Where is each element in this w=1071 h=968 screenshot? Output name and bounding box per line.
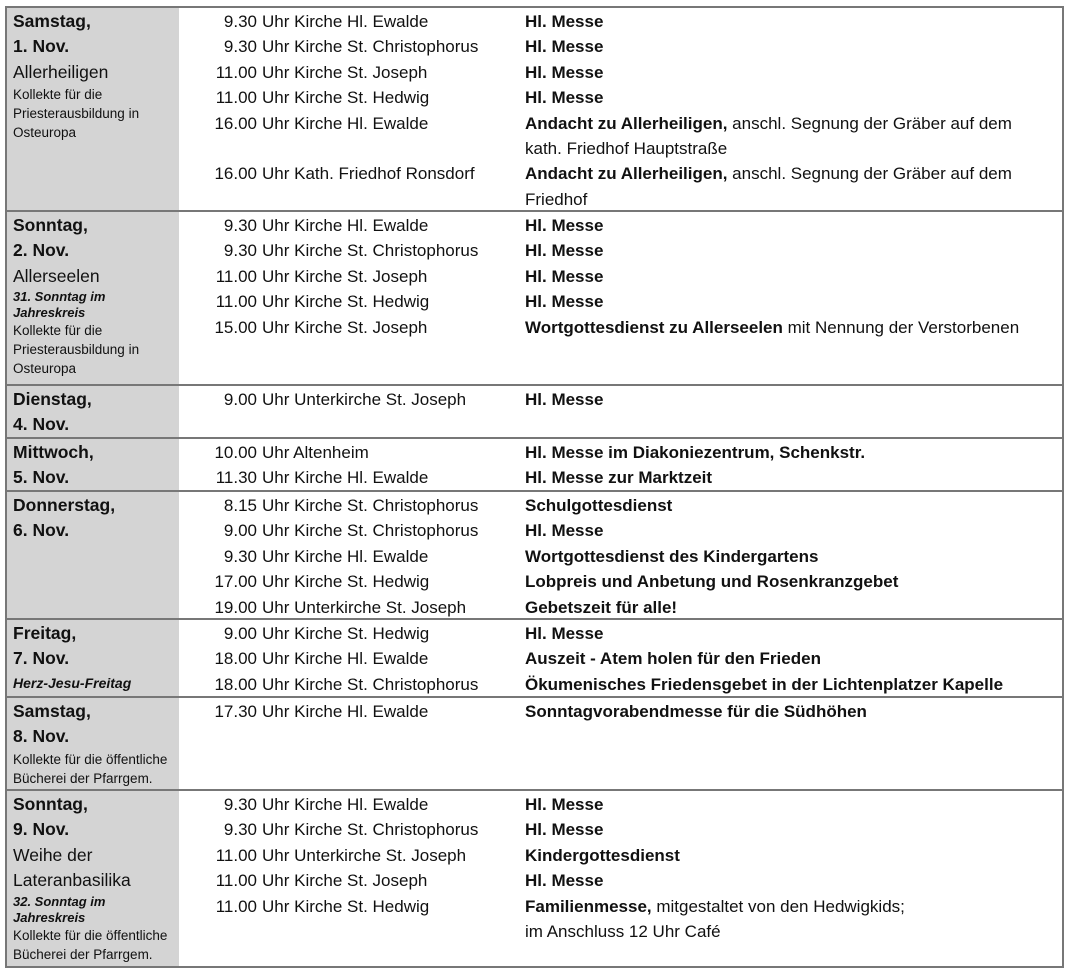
schedule-table	[5, 6, 1064, 968]
event-time: 9.30	[223, 37, 257, 57]
event-location: Uhr Unterkirche St. Joseph	[262, 597, 467, 617]
day-cell	[7, 791, 179, 966]
event-title: Hl. Messe	[525, 266, 604, 286]
event-description	[525, 34, 1062, 59]
event-title: Gebetszeit für alle!	[525, 597, 678, 617]
event-item	[179, 843, 1062, 868]
collection-note: Kollekte für die Priesterausbildung in Osteuropa	[13, 323, 140, 377]
event-title: Hl. Messe	[525, 624, 604, 643]
weekday-label: Dienstag,	[13, 389, 92, 409]
event-location: Uhr Kirche Hl. Ewalde	[262, 649, 429, 669]
event-title: Hl. Messe	[525, 820, 604, 840]
event-title: Andacht zu Allerheiligen,	[525, 164, 728, 184]
event-time: 9.30	[223, 216, 257, 235]
event-description	[525, 699, 1062, 724]
event-item	[179, 493, 1062, 518]
event-item	[179, 672, 1062, 697]
event-title: Familienmesse,	[525, 896, 652, 916]
event-location: Uhr Kirche St. Christophorus	[262, 820, 479, 840]
event-location: Uhr Kirche Hl. Ewalde	[262, 468, 429, 488]
event-title: Hl. Messe	[525, 88, 604, 108]
event-detail: mit Nennung der Verstorbenen	[782, 317, 1020, 337]
date-label: 5. Nov.	[13, 467, 70, 488]
event-time: 11.00	[215, 896, 257, 916]
liturgical-sunday-label: 32. Sonntag im Jahreskreis	[13, 893, 106, 925]
event-time: 11.00	[215, 266, 257, 286]
event-title: Hl. Messe	[525, 37, 604, 57]
event-description	[525, 440, 1062, 465]
day-row	[7, 8, 1062, 210]
event-item	[179, 387, 1062, 412]
day-row	[7, 618, 1062, 696]
event-time: 9.00	[223, 390, 257, 409]
event-location: Uhr Unterkirche St. Joseph	[262, 845, 467, 865]
event-title: Hl. Messe	[525, 390, 604, 409]
event-detail: mitgestaltet von den Hedwigkids; im Anschluss 12 Uhr Café	[525, 896, 905, 942]
event-location: Uhr Kirche Hl. Ewalde	[262, 12, 429, 31]
event-title: Ökumenisches Friedensgebet in der Lichtenplatzer Kapelle	[525, 674, 1004, 694]
date-label: 6. Nov.	[13, 520, 70, 541]
event-location: Uhr Kirche St. Christophorus	[262, 496, 479, 515]
event-description	[525, 161, 1062, 212]
event-time: 11.30	[215, 468, 257, 488]
day-row	[7, 210, 1062, 384]
event-description	[525, 672, 1062, 697]
event-item	[179, 621, 1062, 646]
event-description	[525, 465, 1062, 490]
event-time: 9.30	[223, 241, 257, 261]
day-row	[7, 384, 1062, 437]
event-item	[179, 60, 1062, 85]
date-label: 9. Nov.	[13, 819, 70, 840]
event-location: Uhr Kirche St. Christophorus	[262, 521, 479, 541]
event-location: Uhr Kirche St. Hedwig	[262, 896, 430, 916]
day-row	[7, 437, 1062, 490]
event-item	[179, 465, 1062, 490]
event-time: 11.00	[215, 88, 257, 108]
event-item	[179, 792, 1062, 817]
weekday-label: Sonntag,	[13, 215, 88, 235]
event-time: 9.30	[223, 820, 257, 840]
event-title: Sonntagvorabendmesse für die Südhöhen	[525, 702, 867, 721]
events-list	[179, 8, 1062, 210]
event-location: Uhr Kirche Hl. Ewalde	[262, 546, 429, 566]
event-location: Uhr Kirche Hl. Ewalde	[262, 216, 429, 235]
event-location: Uhr Kirche Hl. Ewalde	[262, 702, 429, 721]
event-location: Uhr Kirche St. Joseph	[262, 871, 428, 891]
event-item	[179, 238, 1062, 263]
events-list	[179, 698, 1062, 789]
event-item	[179, 518, 1062, 543]
event-time: 18.00	[214, 674, 257, 694]
day-cell	[7, 386, 179, 437]
event-location: Uhr Kirche St. Christophorus	[262, 241, 479, 261]
event-item	[179, 264, 1062, 289]
event-description	[525, 569, 1062, 594]
date-label: 2. Nov.	[13, 240, 70, 261]
events-list	[179, 212, 1062, 384]
event-item	[179, 34, 1062, 59]
liturgical-sunday-label: 31. Sonntag im Jahreskreis	[13, 289, 106, 321]
collection-note: Kollekte für die öffentliche Bücherei der Pfarrgem.	[13, 927, 168, 962]
event-item	[179, 646, 1062, 671]
event-description	[525, 621, 1062, 646]
collection-note: Kollekte für die Priesterausbildung in Osteuropa	[13, 87, 140, 141]
event-item	[179, 894, 1062, 945]
event-description	[525, 9, 1062, 34]
event-description	[525, 868, 1062, 893]
event-title: Kindergottesdienst	[525, 845, 680, 865]
event-item	[179, 868, 1062, 893]
day-cell	[7, 212, 179, 384]
event-time: 17.30	[214, 702, 257, 721]
event-title: Hl. Messe zur Marktzeit	[525, 468, 713, 488]
special-day-note: Herz-Jesu-Freitag	[13, 674, 132, 691]
event-location: Uhr Kirche St. Joseph	[262, 62, 428, 82]
event-time: 11.00	[215, 292, 257, 312]
event-location: Uhr Kirche Hl. Ewalde	[262, 795, 429, 814]
event-description	[525, 894, 1062, 945]
event-description	[525, 264, 1062, 289]
event-description	[525, 595, 1062, 620]
event-title: Hl. Messe	[525, 521, 604, 541]
event-title: Lobpreis und Anbetung und Rosenkranzgebet	[525, 572, 899, 592]
event-item	[179, 544, 1062, 569]
event-time: 9.30	[223, 795, 257, 814]
event-item	[179, 569, 1062, 594]
event-title: Hl. Messe im Diakoniezentrum, Schenkstr.	[525, 443, 866, 462]
event-title: Hl. Messe	[525, 241, 604, 261]
event-title: Hl. Messe	[525, 292, 604, 312]
date-label: 1. Nov.	[13, 36, 70, 57]
event-location: Uhr Kirche St. Hedwig	[262, 572, 430, 592]
event-location: Uhr Kirche St. Joseph	[262, 266, 428, 286]
event-time: 9.30	[223, 12, 257, 31]
weekday-label: Donnerstag,	[13, 495, 116, 515]
collection-note: Kollekte für die öffentliche Bücherei der Pfarrgem.	[13, 751, 168, 786]
event-location: Uhr Altenheim	[262, 443, 369, 462]
events-list	[179, 791, 1062, 966]
events-list	[179, 386, 1062, 437]
event-title: Andacht zu Allerheiligen,	[525, 113, 728, 133]
day-cell	[7, 698, 179, 789]
events-list	[179, 620, 1062, 696]
events-list	[179, 439, 1062, 490]
event-location: Uhr Kirche St. Hedwig	[262, 624, 430, 643]
event-location: Uhr Unterkirche St. Joseph	[262, 390, 467, 409]
event-item	[179, 817, 1062, 842]
event-description	[525, 289, 1062, 314]
event-description	[525, 843, 1062, 868]
event-location: Uhr Kirche Hl. Ewalde	[262, 113, 429, 133]
event-time: 16.00	[214, 113, 257, 133]
event-detail: anschl. Segnung der Gräber auf dem Friedhof	[525, 164, 1012, 209]
event-item	[179, 85, 1062, 110]
weekday-label: Samstag,	[13, 11, 91, 31]
event-description	[525, 792, 1062, 817]
event-item	[179, 111, 1062, 162]
event-item	[179, 213, 1062, 238]
date-label: 7. Nov.	[13, 648, 70, 669]
weekday-label: Sonntag,	[13, 794, 88, 814]
event-time: 9.00	[223, 624, 257, 643]
event-detail: anschl. Segnung der Gräber auf dem kath. Friedhof Hauptstraße	[525, 113, 1012, 159]
feast-label: Weihe der Lateranbasilika	[13, 844, 131, 891]
event-time: 19.00	[214, 597, 257, 617]
event-time: 18.00	[214, 649, 257, 669]
event-description	[525, 493, 1062, 518]
event-time: 16.00	[214, 164, 257, 184]
feast-label: Allerseelen	[13, 265, 100, 286]
weekday-label: Freitag,	[13, 623, 77, 643]
event-title: Schulgottesdienst	[525, 496, 673, 515]
event-title: Hl. Messe	[525, 871, 604, 891]
event-time: 9.00	[223, 521, 257, 541]
feast-label: Allerheiligen	[13, 61, 109, 82]
event-location: Uhr Kirche St. Christophorus	[262, 37, 479, 57]
event-description	[525, 518, 1062, 543]
event-description	[525, 85, 1062, 110]
weekday-label: Mittwoch,	[13, 442, 94, 462]
event-item	[179, 699, 1062, 724]
event-description	[525, 387, 1062, 412]
day-cell	[7, 8, 179, 210]
event-time: 8.15	[223, 496, 257, 515]
event-item	[179, 161, 1062, 212]
weekday-label: Samstag,	[13, 701, 91, 721]
event-time: 15.00	[214, 317, 257, 337]
event-title: Hl. Messe	[525, 62, 604, 82]
day-cell	[7, 439, 179, 490]
event-title: Hl. Messe	[525, 12, 604, 31]
date-label: 8. Nov.	[13, 726, 70, 747]
event-title: Wortgottesdienst des Kindergartens	[525, 546, 819, 566]
event-location: Uhr Kath. Friedhof Ronsdorf	[262, 164, 475, 184]
event-title: Hl. Messe	[525, 216, 604, 235]
event-time: 11.00	[215, 871, 257, 891]
event-description	[525, 213, 1062, 238]
event-title: Wortgottesdienst zu Allerseelen	[525, 317, 783, 337]
event-location: Uhr Kirche St. Hedwig	[262, 292, 430, 312]
event-item	[179, 440, 1062, 465]
day-row	[7, 696, 1062, 789]
event-time: 11.00	[215, 845, 257, 865]
event-item	[179, 289, 1062, 314]
event-title: Hl. Messe	[525, 795, 604, 814]
event-location: Uhr Kirche St. Joseph	[262, 317, 428, 337]
event-description	[525, 238, 1062, 263]
day-row	[7, 789, 1062, 966]
event-time: 9.30	[223, 546, 257, 566]
event-item	[179, 315, 1062, 340]
event-title: Auszeit - Atem holen für den Frieden	[525, 649, 821, 669]
event-location: Uhr Kirche St. Hedwig	[262, 88, 430, 108]
event-item	[179, 9, 1062, 34]
event-description	[525, 315, 1062, 340]
event-item	[179, 595, 1062, 620]
event-description	[525, 817, 1062, 842]
date-label: 4. Nov.	[13, 414, 70, 435]
event-description	[525, 60, 1062, 85]
day-cell	[7, 620, 179, 696]
event-description	[525, 111, 1062, 162]
event-time: 17.00	[214, 572, 257, 592]
day-cell	[7, 492, 179, 618]
event-description	[525, 646, 1062, 671]
events-list	[179, 492, 1062, 618]
event-location: Uhr Kirche St. Christophorus	[262, 674, 479, 694]
event-time: 11.00	[215, 62, 257, 82]
day-row	[7, 490, 1062, 618]
event-description	[525, 544, 1062, 569]
event-time: 10.00	[214, 443, 257, 462]
